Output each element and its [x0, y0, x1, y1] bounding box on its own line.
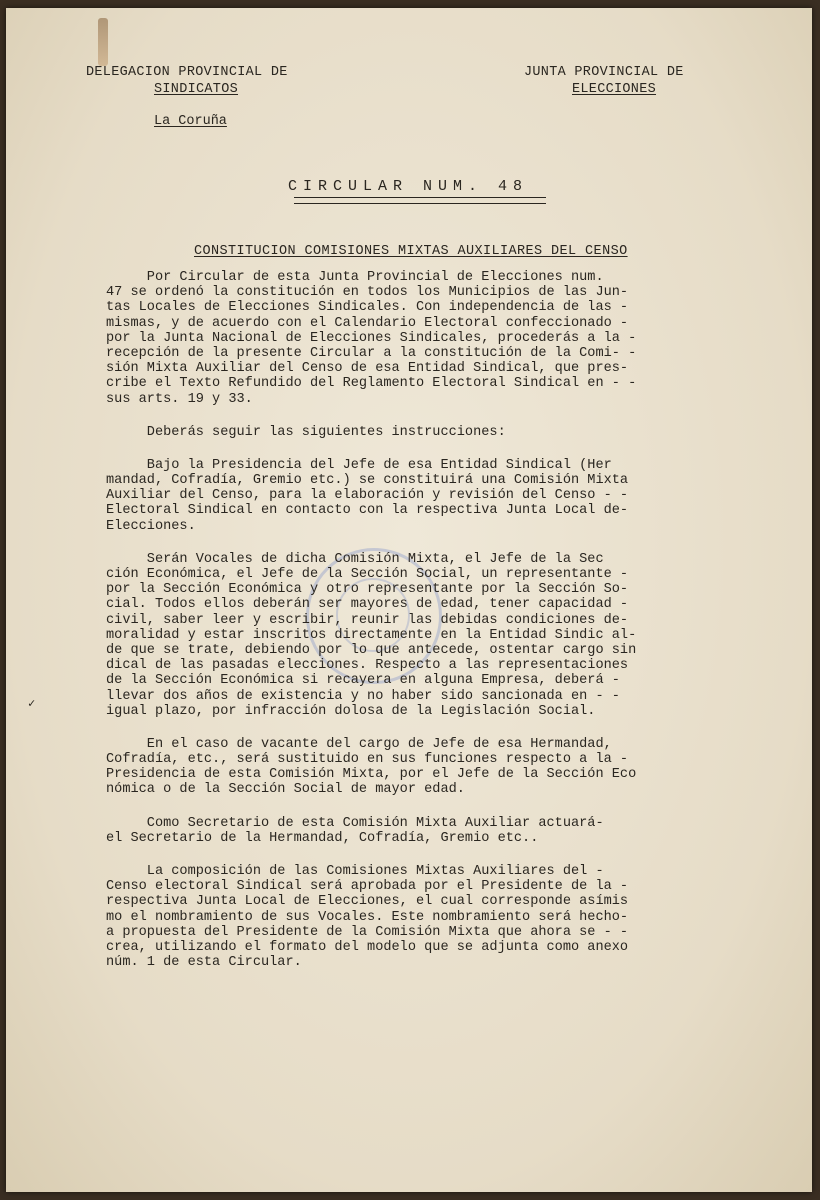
text-line: cribe el Texto Refundido del Reglamento Electoral Sindical en - -	[106, 376, 637, 392]
text-line: Cofradía, etc., será sustituido en sus funciones respecto a la -	[106, 752, 629, 768]
text-line: mo el nombramiento de sus Vocales. Este nombramiento será hecho-	[106, 909, 629, 925]
text-line: Censo electoral Sindical será aprobada por el Presidente de la -	[106, 879, 629, 895]
text-line: a propuesta del Presidente de la Comisión Mixta que ahora se - -	[106, 924, 629, 940]
text-line: Como Secretario de esta Comisión Mixta Auxiliar actuará-	[106, 815, 604, 831]
text-line: Elecciones.	[106, 518, 196, 534]
text-line: crea, utilizando el formato del modelo que se adjunta como anexo	[106, 939, 629, 955]
header-right-line2: ELECCIONES	[572, 82, 657, 97]
paragraph	[106, 864, 746, 970]
text-line: tas Locales de Elecciones Sindicales. Con independencia de las -	[106, 300, 629, 316]
title-double-rule	[294, 197, 546, 204]
text-line: moralidad y estar inscritos directamente en la Entidad Sindic al-	[106, 627, 637, 643]
text-line: ción Económica, el Jefe de la Sección Social, un representante -	[106, 567, 629, 582]
text-line: por la Junta Nacional de Elecciones Sindicales, procederás a la -	[106, 330, 637, 346]
margin-mark: ✓	[28, 697, 36, 711]
header-left-line1: DELEGACION PROVINCIAL DE	[86, 65, 288, 80]
header-right-line1: JUNTA PROVINCIAL DE	[524, 65, 684, 80]
paragraph	[106, 458, 746, 534]
body-text	[106, 270, 746, 988]
paragraph	[106, 270, 746, 407]
text-line: Serán Vocales de dicha Comisión Mixta, el Jefe de la Sec	[106, 551, 604, 567]
paragraph	[106, 552, 746, 719]
text-line: llevar dos años de existencia y no haber sido sancionada en - -	[106, 688, 620, 704]
text-line: Electoral Sindical en contacto con la respectiva Junta Local de-	[106, 503, 629, 519]
circular-title: CIRCULAR NUM. 48	[288, 178, 529, 195]
text-line: el Secretario de la Hermandad, Cofradía, Gremio etc..	[106, 830, 539, 846]
text-line: por la Sección Económica y otro representante por la Sección So-	[106, 582, 629, 598]
tape-mark	[98, 18, 108, 66]
text-line: igual plazo, por infracción dolosa de la Legislación Social.	[106, 703, 596, 719]
circular-subtitle: CONSTITUCION COMISIONES MIXTAS AUXILIARES DEL CENSO	[194, 244, 628, 259]
text-line: Bajo la Presidencia del Jefe de esa Entidad Sindical (Her	[106, 457, 612, 473]
text-line: 47 se ordenó la constitución en todos los Municipios de las Jun-	[106, 285, 629, 301]
text-line: recepción de la presente Circular a la constitución de la Comi- -	[106, 345, 637, 361]
document-page	[6, 8, 812, 1192]
text-line: de la Sección Económica si recayera en alguna Empresa, deberá -	[106, 673, 620, 689]
text-line: de que se trate, debiendo por lo que antecede, ostentar cargo sin	[106, 642, 637, 658]
text-line: sión Mixta Auxiliar del Censo de esa Entidad Sindical, que pres-	[106, 361, 629, 377]
text-line: La composición de las Comisiones Mixtas Auxiliares del -	[106, 864, 604, 879]
paragraph	[106, 737, 746, 798]
text-line: núm. 1 de esta Circular.	[106, 955, 302, 971]
text-line: sus arts. 19 y 33.	[106, 391, 253, 407]
header-right	[524, 64, 684, 98]
text-line: Auxiliar del Censo, para la elaboración y revisión del Censo - -	[106, 488, 629, 504]
text-line: dical de las pasadas elecciones. Respecto a las representaciones	[106, 658, 629, 674]
text-line: En el caso de vacante del cargo de Jefe de esa Hermandad,	[106, 736, 612, 752]
city-label: La Coruña	[154, 114, 227, 129]
text-line: nómica o de la Sección Social de mayor edad.	[106, 782, 465, 798]
text-line: civil, saber leer y escribir, reunir las debidas condiciones de-	[106, 612, 629, 628]
header-left	[86, 64, 288, 98]
text-line: Presidencia de esta Comisión Mixta, por el Jefe de la Sección Eco	[106, 767, 637, 783]
paragraph	[106, 816, 746, 846]
text-line: cial. Todos ellos deberán ser mayores de edad, tener capacidad -	[106, 597, 629, 613]
paragraph	[106, 425, 746, 440]
text-line: respectiva Junta Local de Elecciones, el cual corresponde asímis	[106, 894, 629, 910]
text-line: mismas, y de acuerdo con el Calendario Electoral confeccionado -	[106, 315, 629, 331]
text-line: Por Circular de esta Junta Provincial de Elecciones num.	[106, 270, 604, 285]
header-left-line2: SINDICATOS	[154, 82, 239, 97]
text-line: mandad, Cofradía, Gremio etc.) se constituirá una Comisión Mixta	[106, 473, 629, 489]
text-line: Deberás seguir las siguientes instrucciones:	[106, 424, 506, 440]
